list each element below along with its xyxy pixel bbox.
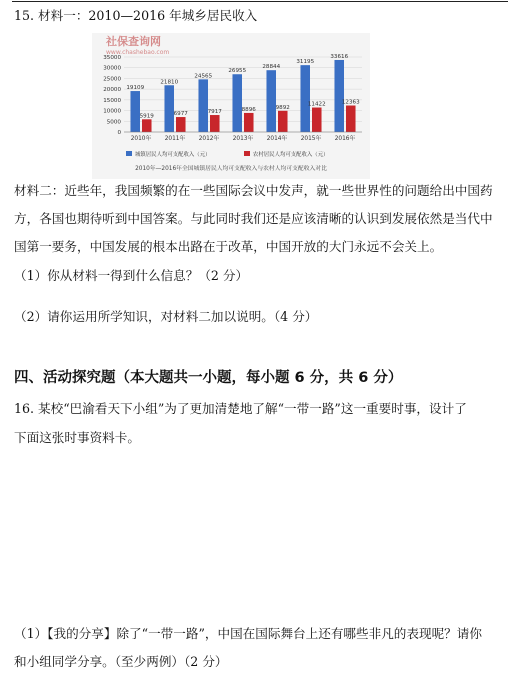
q16-sub1-line1: （1）【我的分享】除了“一带一路”，中国在国际舞台上还有哪些非凡的表现呢？请你 — [14, 626, 482, 641]
legend-label-rural: 农村居民人均可支配收入（元） — [253, 152, 329, 158]
income-chart — [92, 33, 370, 179]
x-tick-label: 2016年 — [334, 136, 356, 142]
legend-swatch-rural — [244, 151, 250, 156]
bar-urban — [164, 85, 174, 132]
data-label-urban: 21810 — [160, 79, 179, 86]
data-label-urban: 19109 — [126, 85, 145, 92]
bar-rural — [210, 115, 220, 132]
q15-title: 15. 材料一：2010—2016 年城乡居民收入 — [14, 8, 258, 23]
y-tick-label: 35000 — [103, 55, 121, 61]
chart-legend — [126, 150, 328, 158]
y-tick-label: 10000 — [103, 108, 121, 115]
x-tick-label: 2013年 — [232, 136, 254, 142]
watermark — [105, 34, 169, 56]
y-tick-label: 0 — [117, 130, 121, 136]
bar-urban — [266, 70, 276, 132]
legend-swatch-urban — [126, 151, 132, 156]
data-label-urban: 28844 — [262, 64, 281, 71]
bar-rural — [346, 106, 356, 132]
data-label-urban: 31195 — [296, 59, 315, 66]
q16-line2: 下面这张时事资料卡。 — [14, 430, 140, 445]
bar-urban — [130, 91, 140, 132]
bar-rural — [176, 117, 186, 132]
q15-sub1: （1）你从材料一得到什么信息？（2 分） — [14, 268, 249, 283]
x-tick-label: 2012年 — [198, 136, 220, 142]
y-tick-label: 30000 — [103, 65, 121, 72]
x-tick-label: 2015年 — [300, 136, 322, 142]
material2-line1: 材料二：近些年，我国频繁的在一些国际会议中发声，就一些世界性的问题给出中国药 — [14, 183, 493, 198]
bar-rural — [244, 113, 254, 132]
bar-rural — [278, 111, 288, 132]
y-tick-label: 25000 — [103, 76, 121, 83]
watermark-cn: 社保查询网 — [106, 35, 161, 48]
y-tick-label: 20000 — [103, 87, 121, 94]
data-label-rural: 6977 — [173, 111, 188, 118]
bar-rural — [142, 119, 152, 132]
y-tick-label: 5000 — [106, 119, 121, 126]
data-label-urban: 33616 — [330, 53, 349, 60]
watermark-url: www.chashebao.com — [106, 49, 170, 56]
material2-line3: 国第一要务，中国发展的根本出路在于改革，中国开放的大门永远不会关上。 — [14, 239, 443, 254]
data-label-rural: 11422 — [307, 101, 326, 108]
x-tick-label: 2011年 — [164, 136, 186, 142]
bar-urban — [334, 60, 344, 132]
data-label-rural: 5919 — [139, 113, 154, 120]
data-label-rural: 12363 — [341, 99, 360, 106]
legend-label-urban: 城镇居民人均可支配收入（元） — [135, 152, 211, 158]
x-tick-label: 2010年 — [130, 136, 152, 142]
data-label-urban: 26955 — [228, 68, 247, 75]
data-label-urban: 24565 — [194, 73, 213, 80]
x-tick-label: 2014年 — [266, 136, 288, 142]
bar-urban — [232, 74, 242, 132]
income-chart-svg — [92, 33, 370, 179]
chart-caption: 2010年—2016年全国城镇居民人均可支配收入与农村人均可支配收入对比 — [135, 166, 327, 172]
q16-sub1-line2: 和小组同学分享。（至少两例）（2 分） — [14, 654, 228, 669]
bar-urban — [300, 65, 310, 132]
y-tick-label: 15000 — [103, 97, 121, 104]
section4-heading: 四、活动探究题（本大题共一小题，每小题 6 分，共 6 分） — [14, 370, 403, 386]
data-label-rural: 8896 — [241, 106, 256, 113]
bar-urban — [198, 79, 208, 132]
material2-line2: 方，各国也期待听到中国答案。与此同时我们还是应该清晰的认识到发展依然是当代中 — [14, 211, 493, 226]
data-label-rural: 9892 — [275, 104, 290, 111]
bar-rural — [312, 108, 322, 132]
data-label-rural: 7917 — [207, 109, 222, 116]
q15-sub2: （2）请你运用所学知识，对材料二加以说明。（4 分） — [14, 309, 318, 324]
q16-line1: 16. 某校“巴渝看天下小组”为了更加清楚地了解“一带一路”这一重要时事，设计了 — [14, 401, 467, 416]
